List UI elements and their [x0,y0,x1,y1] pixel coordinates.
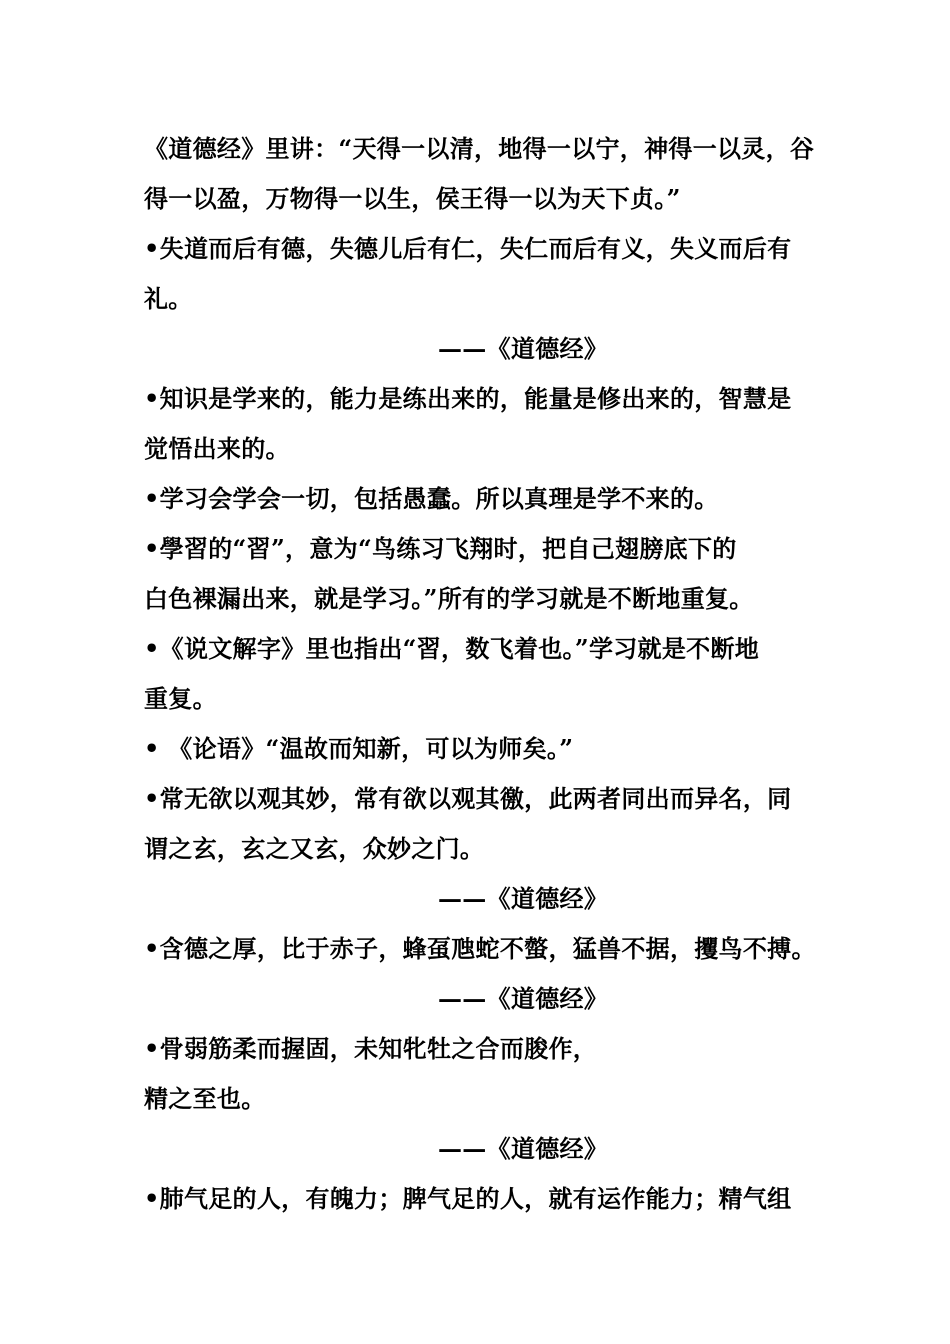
attribution-line: ——《道德经》 [438,884,609,913]
text-line: •常无欲以观其妙，常有欲以观其徼，此两者同出而异名，同 [144,784,792,813]
text-line: •學習的“習”，意为“鸟练习飞翔时，把自己翅膀底下的 [144,534,737,563]
text-line: 礼。 [144,284,193,313]
text-line: 谓之玄，玄之又玄，众妙之门。 [144,834,485,863]
text-line: • 《论语》“温故而知新，可以为师矣。” [144,734,574,763]
text-line: •含德之厚，比于赤子，蜂虿虺蛇不螫，猛兽不据，攫鸟不搏。 [144,934,816,963]
attribution-line: ——《道德经》 [438,334,609,363]
text-line: •肺气足的人，有魄力；脾气足的人，就有运作能力；精气组 [144,1184,792,1213]
text-line: 重复。 [144,684,217,713]
text-line: 精之至也。 [144,1084,266,1113]
attribution-line: ——《道德经》 [438,1134,609,1163]
text-line: •失道而后有德，失德儿后有仁，失仁而后有义，失义而后有 [144,234,792,263]
text-line: •学习会学会一切，包括愚蠢。所以真理是学不来的。 [144,484,719,513]
text-line: •知识是学来的，能力是练出来的，能量是修出来的，智慧是 [144,384,792,413]
text-line: •骨弱筋柔而握固，未知牝牡之合而朘作， [144,1034,598,1063]
attribution-line: ——《道德经》 [438,984,609,1013]
text-line: •《说文解字》里也指出“習，数飞着也。”学习就是不断地 [144,634,760,663]
text-line: 《道德经》里讲：“天得一以清，地得一以宁，神得一以灵，谷 [144,134,815,163]
text-line: 觉悟出来的。 [144,434,290,463]
text-line: 白色裸漏出来，就是学习。”所有的学习就是不断地重复。 [144,584,754,613]
text-line: 得一以盈，万物得一以生，侯王得一以为天下贞。” [144,184,681,213]
